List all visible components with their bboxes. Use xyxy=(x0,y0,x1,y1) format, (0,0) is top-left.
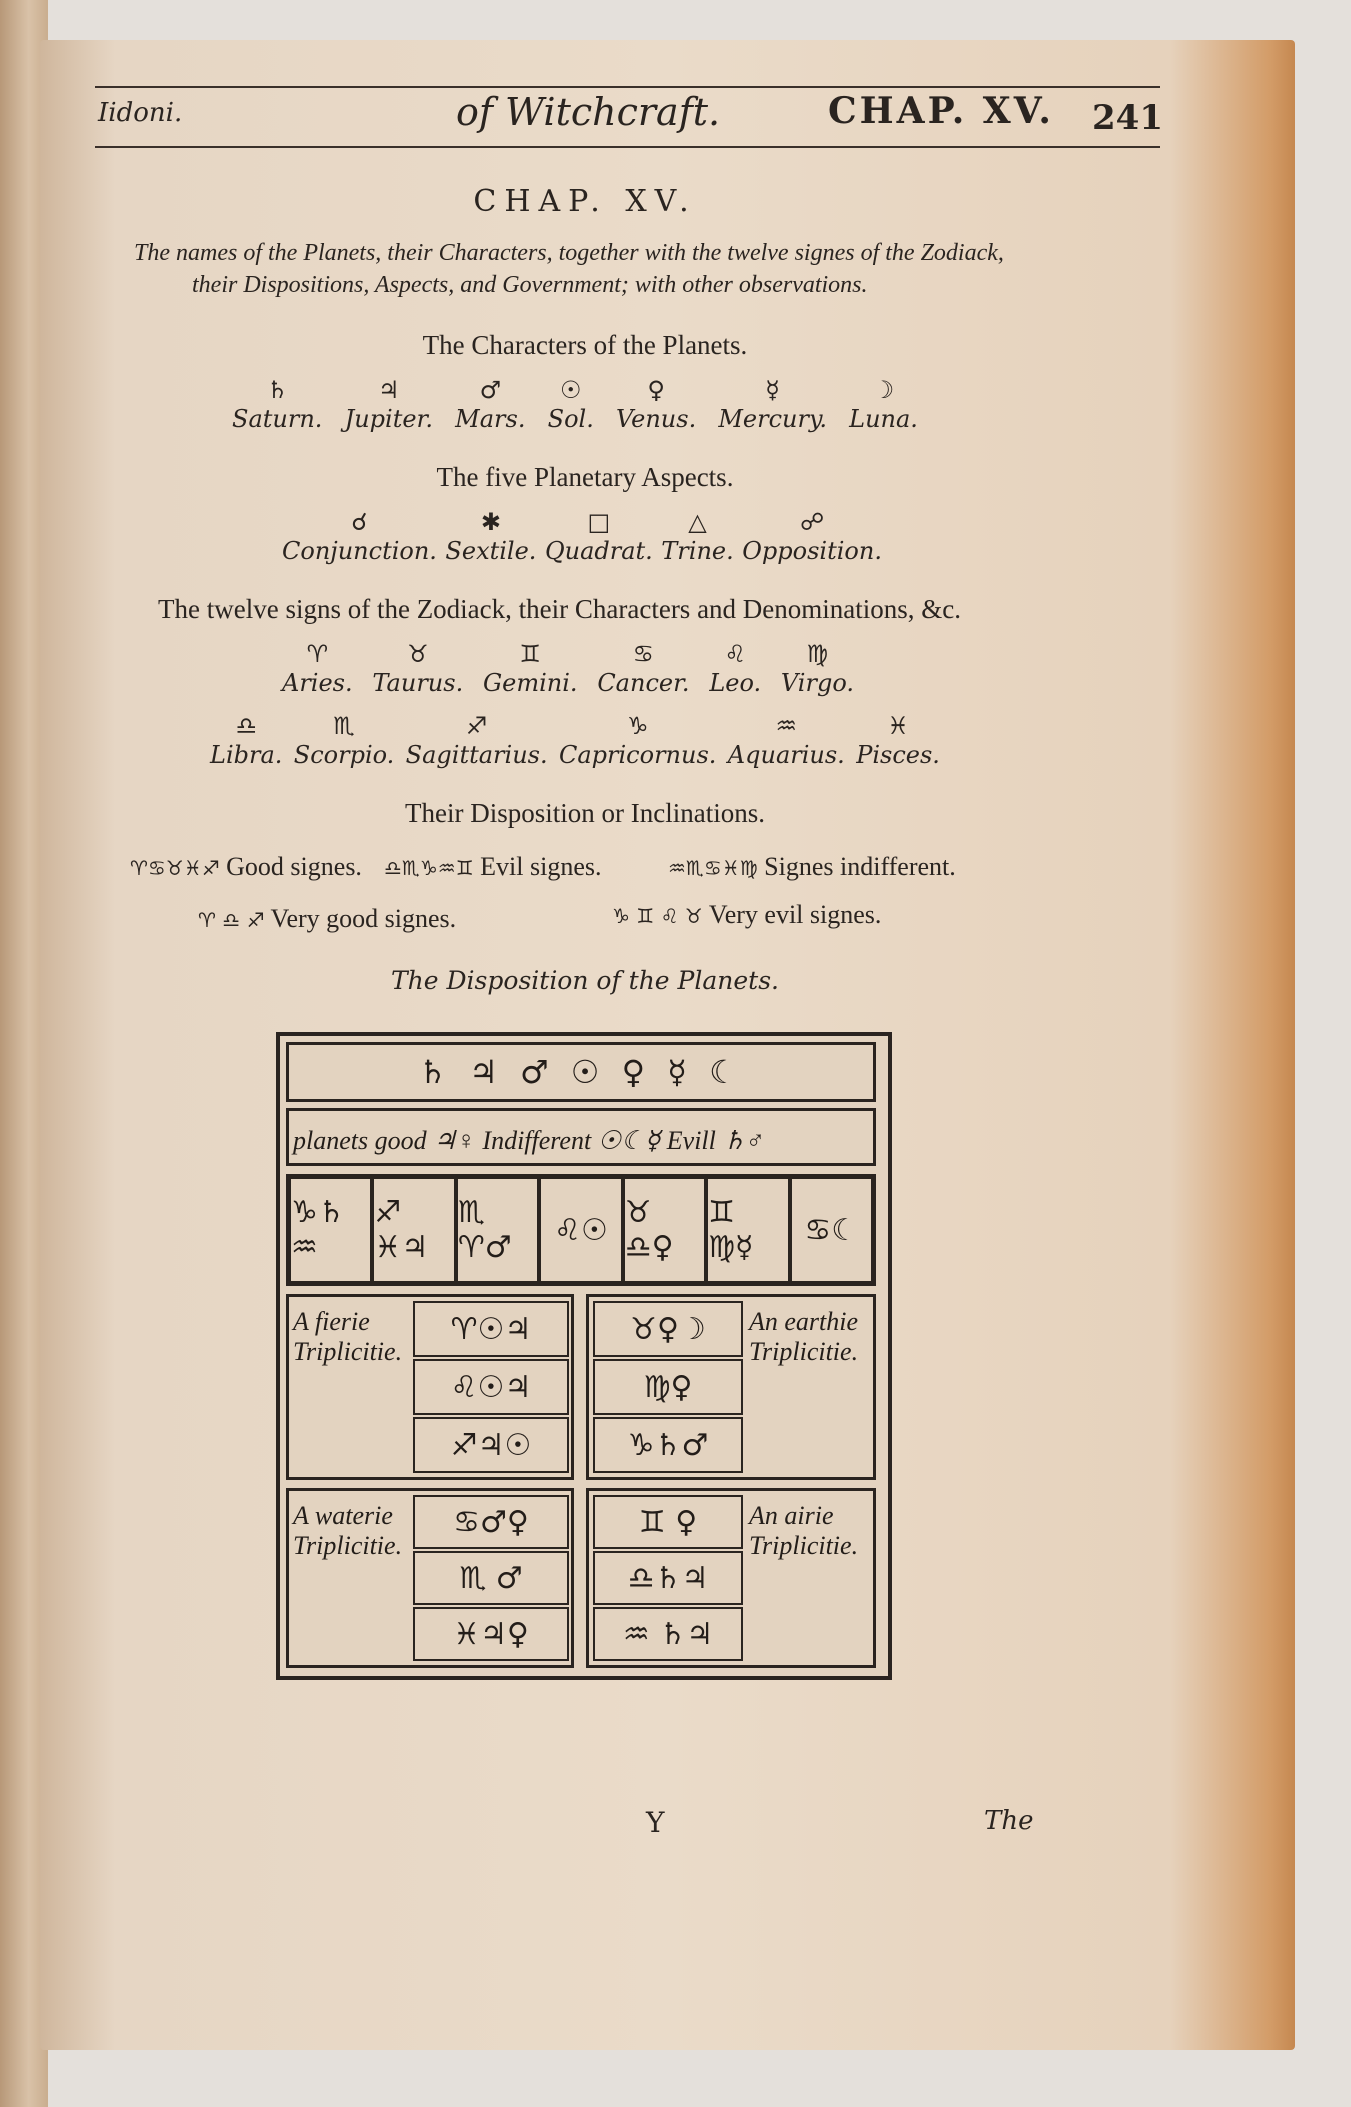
planet-saturn: ♄ Saturn. xyxy=(232,376,323,433)
square-icon: □ xyxy=(587,508,611,536)
disposition-heading: Their Disposition or Inclinations. xyxy=(405,798,765,828)
sign-leo: ♌ Leo. xyxy=(709,640,762,697)
aspect-trine: △ Trine. xyxy=(661,508,734,565)
libra-icon: ♎ xyxy=(235,712,257,740)
catchword: The xyxy=(984,1806,1034,1836)
sign-taurus: ♉ Taurus. xyxy=(372,640,464,697)
sign-aries: ♈ Aries. xyxy=(282,640,353,697)
sign-gemini: ♊ Gemini. xyxy=(482,640,578,697)
sign-sagittarius: ♐ Sagittarius. xyxy=(405,712,548,769)
table-planet-row: ♄ ♃ ♂ ☉ ♀ ☿ ☾ xyxy=(286,1042,876,1102)
scorpio-icon: ♏ xyxy=(333,712,355,740)
aries-icon: ♈ xyxy=(306,640,329,668)
sign-pisces: ♓ Pisces. xyxy=(856,712,940,769)
zodiac-heading: The twelve signs of the Zodiack, their Characters and Denominations, &c. xyxy=(158,594,962,624)
trine-icon: △ xyxy=(688,508,707,536)
very-evil-signs-line: ♑ ♊ ♌ ♉ Very evil signes. xyxy=(612,900,882,929)
indifferent-signs-symbols: ♒♏♋♓♍ xyxy=(668,856,758,880)
evil-signs-symbols: ♎♏♑♒♊ xyxy=(384,856,474,880)
aquarius-icon: ♒ xyxy=(775,712,798,740)
capricorn-icon: ♑ xyxy=(626,712,649,740)
venus-icon: ♀ xyxy=(647,376,665,404)
aspect-opposition: ☍ Opposition. xyxy=(742,508,882,565)
evil-signs-label: Evil signes. xyxy=(480,852,602,881)
cancer-icon: ♋ xyxy=(632,640,655,668)
page-number: 241 xyxy=(1092,98,1163,138)
planet-luna: ☽ Luna. xyxy=(849,376,918,433)
planets-row xyxy=(232,376,918,434)
woodcut-table xyxy=(276,1032,892,1680)
chapter-summary-line-2: their Dispositions, Aspects, and Government; with other observations. xyxy=(192,272,868,298)
planet-disposition-heading: The Disposition of the Planets. xyxy=(391,966,779,995)
header-rule-top xyxy=(95,86,1160,88)
pisces-icon: ♓ xyxy=(887,712,909,740)
good-signs-symbols: ♈♋♉♓♐ xyxy=(130,856,220,880)
mars-icon: ♂ xyxy=(479,376,502,404)
moon-icon: ☽ xyxy=(872,376,895,404)
planets-heading: The Characters of the Planets. xyxy=(422,330,748,360)
sagittarius-icon: ♐ xyxy=(465,712,488,740)
earthy-triplicity: ♉♀☽ ♍♀ ♑♄♂ An earthie Triplicitie. xyxy=(586,1294,876,1480)
aspect-sextile: ✱ Sextile. xyxy=(445,508,537,565)
planet-mars: ♂ Mars. xyxy=(455,376,526,433)
running-head-title: of Witchcraft. xyxy=(456,90,721,134)
airy-triplicity: ♊ ♀ ♎♄♃ ♒ ♄♃ An airie Triplicitie. xyxy=(586,1488,876,1668)
very-good-signs-line: ♈ ♎ ♐ Very good signes. xyxy=(198,904,457,933)
sign-aquarius: ♒ Aquarius. xyxy=(727,712,845,769)
mercury-icon: ☿ xyxy=(765,376,781,404)
planet-mercury: ☿ Mercury. xyxy=(718,376,827,433)
running-head-left: Iidoni. xyxy=(98,98,183,128)
taurus-icon: ♉ xyxy=(407,640,429,668)
virgo-icon: ♍ xyxy=(806,640,829,668)
saturn-icon: ♄ xyxy=(266,376,288,404)
sun-icon: ☉ xyxy=(559,376,582,404)
good-signs-label: Good signes. xyxy=(226,852,362,881)
planet-sol: ☉ Sol. xyxy=(547,376,594,433)
signature-mark: Y xyxy=(646,1806,665,1839)
sign-cancer: ♋ Cancer. xyxy=(597,640,690,697)
header-rule-bottom xyxy=(95,146,1160,148)
gemini-icon: ♊ xyxy=(519,640,542,668)
chapter-summary-line-1: The names of the Planets, their Characters, together with the twelve signes of the Zodiack, xyxy=(134,240,1004,266)
sign-capricornus: ♑ Capricornus. xyxy=(559,712,717,769)
aspects-heading: The five Planetary Aspects. xyxy=(436,462,734,492)
planet-jupiter: ♃ Jupiter. xyxy=(344,376,434,433)
opposition-icon: ☍ xyxy=(799,508,825,536)
chapter-heading: CHAP. XV. xyxy=(473,184,697,219)
aspect-conjunction: ☌ Conjunction. xyxy=(282,508,437,565)
jupiter-icon: ♃ xyxy=(378,376,400,404)
good-signs-line xyxy=(130,852,362,882)
table-quality-row: planets good ♃♀ Indifferent ☉☾☿ Evill ♄♂ xyxy=(286,1108,876,1166)
conjunction-icon: ☌ xyxy=(351,508,368,536)
sextile-icon: ✱ xyxy=(480,508,501,536)
aspect-quadrat: □ Quadrat. xyxy=(544,508,653,565)
zodiac-row-1 xyxy=(282,640,854,698)
planet-venus: ♀ Venus. xyxy=(616,376,697,433)
fiery-triplicity: A fierie Triplicitie. ♈☉♃ ♌☉♃ ♐♃☉ xyxy=(286,1294,574,1480)
watery-triplicity: A waterie Triplicitie. ♋♂♀ ♏ ♂ ♓♃♀ xyxy=(286,1488,574,1668)
running-head-chapter: CHAP. XV. xyxy=(828,90,1054,132)
indifferent-signs-line xyxy=(668,852,956,882)
zodiac-row-2 xyxy=(210,712,940,770)
table-houses-row: ♑♄ ♒ ♐ ♓♃ ♏ ♈♂ ♌☉ ♉ ♎♀ ♊ ♍☿ ♋☾ xyxy=(286,1174,876,1286)
sign-virgo: ♍ Virgo. xyxy=(780,640,854,697)
sign-libra: ♎ Libra. xyxy=(210,712,283,769)
leo-icon: ♌ xyxy=(724,640,746,668)
indifferent-signs-label: Signes indifferent. xyxy=(764,852,956,881)
sign-scorpio: ♏ Scorpio. xyxy=(293,712,395,769)
evil-signs-line xyxy=(384,852,602,882)
aspects-row xyxy=(282,508,882,566)
